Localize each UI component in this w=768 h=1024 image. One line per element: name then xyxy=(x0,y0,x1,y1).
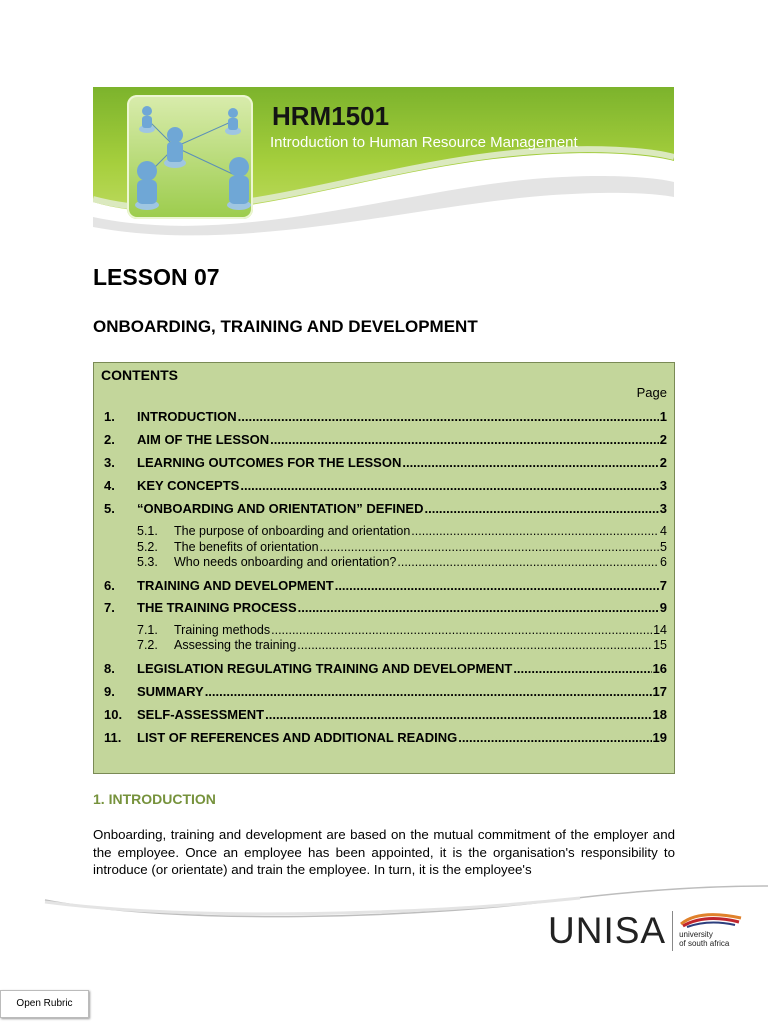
toc-leader xyxy=(397,555,659,569)
toc-entry[interactable] xyxy=(104,409,667,424)
toc-page: 15 xyxy=(653,638,667,652)
toc-leader xyxy=(205,684,652,699)
toc-title: Training methods xyxy=(174,623,271,637)
toc-page: 18 xyxy=(652,707,667,722)
toc-title: SUMMARY xyxy=(137,684,204,699)
toc-title: INTRODUCTION xyxy=(137,409,237,424)
toc-page: 2 xyxy=(659,455,667,470)
toc-number: 5.3. xyxy=(137,555,158,569)
toc-leader xyxy=(271,623,652,637)
toc-number: 8. xyxy=(104,661,115,676)
toc-page: 2 xyxy=(659,432,667,447)
toc-leader xyxy=(297,638,652,652)
toc-subentry[interactable] xyxy=(137,623,667,637)
toc-leader xyxy=(402,455,658,470)
contents-title: CONTENTS xyxy=(101,367,178,383)
toc-entry[interactable] xyxy=(104,600,667,615)
toc-number: 5.2. xyxy=(137,540,158,554)
toc-number: 4. xyxy=(104,478,115,493)
toc-entry[interactable] xyxy=(104,578,667,593)
toc-number: 5. xyxy=(104,501,115,516)
logo-divider xyxy=(672,911,673,951)
toc-entry[interactable] xyxy=(104,730,667,745)
toc-page: 1 xyxy=(659,409,667,424)
toc-title: “ONBOARDING AND ORIENTATION” DEFINED xyxy=(137,501,424,516)
toc-subentry[interactable] xyxy=(137,524,667,538)
tagline-line-1: university xyxy=(679,930,713,939)
toc-page: 17 xyxy=(652,684,667,699)
toc-title: TRAINING AND DEVELOPMENT xyxy=(137,578,334,593)
toc-leader xyxy=(270,432,659,447)
lesson-title: LESSON 07 xyxy=(93,264,220,290)
unisa-logo xyxy=(548,910,729,952)
toc-title: KEY CONCEPTS xyxy=(137,478,240,493)
toc-number: 7.1. xyxy=(137,623,158,637)
toc-leader xyxy=(424,501,658,516)
toc-number: 1. xyxy=(104,409,115,424)
toc-leader xyxy=(513,661,651,676)
toc-number: 3. xyxy=(104,455,115,470)
toc-page: 19 xyxy=(652,730,667,745)
table-of-contents xyxy=(93,362,675,774)
lesson-subtitle: ONBOARDING, TRAINING AND DEVELOPMENT xyxy=(93,317,478,336)
toc-number: 5.1. xyxy=(137,524,158,538)
toc-leader xyxy=(238,409,659,424)
toc-entry[interactable] xyxy=(104,501,667,516)
toc-page: 5 xyxy=(660,540,667,554)
toc-leader xyxy=(265,707,651,722)
introduction-paragraph: Onboarding, training and development are based on the mutual commitment of the employer and the employee. Once an employee has been appointed, it is the organisation's responsibility to introduce (or orientate) and train the employee. In turn, it is the employee's xyxy=(93,827,675,877)
toc-title: LIST OF REFERENCES AND ADDITIONAL READING xyxy=(137,730,458,745)
toc-page: 6 xyxy=(660,555,667,569)
open-rubric-button[interactable]: Open Rubric xyxy=(0,990,89,1018)
toc-subentry[interactable] xyxy=(137,540,667,554)
toc-entry[interactable] xyxy=(104,478,667,493)
toc-title: SELF-ASSESSMENT xyxy=(137,707,265,722)
toc-title: LEARNING OUTCOMES FOR THE LESSON xyxy=(137,455,402,470)
toc-subentry[interactable] xyxy=(137,638,667,652)
toc-leader xyxy=(411,524,659,538)
course-code: HRM1501 xyxy=(272,101,390,131)
toc-leader xyxy=(240,478,658,493)
toc-number: 2. xyxy=(104,432,115,447)
toc-title: The benefits of orientation xyxy=(174,540,319,554)
toc-page: 4 xyxy=(660,524,667,538)
course-banner xyxy=(93,87,674,258)
toc-number: 10. xyxy=(104,707,123,722)
toc-page: 3 xyxy=(659,478,667,493)
toc-entry[interactable] xyxy=(104,684,667,699)
toc-title: Assessing the training xyxy=(174,638,297,652)
toc-page: 7 xyxy=(659,578,667,593)
toc-number: 11. xyxy=(104,730,122,745)
toc-entry[interactable] xyxy=(104,707,667,722)
toc-leader xyxy=(458,730,651,745)
section-heading-introduction: 1. INTRODUCTION xyxy=(93,791,216,807)
toc-number: 7.2. xyxy=(137,638,158,652)
toc-page: 16 xyxy=(652,661,667,676)
toc-leader xyxy=(320,540,660,554)
toc-entry[interactable] xyxy=(104,455,667,470)
toc-page: 3 xyxy=(659,501,667,516)
toc-leader xyxy=(335,578,659,593)
toc-number: 6. xyxy=(104,578,115,593)
toc-number: 9. xyxy=(104,684,115,699)
toc-entry[interactable] xyxy=(104,432,667,447)
people-network-icon xyxy=(127,95,253,219)
toc-title: The purpose of onboarding and orientation xyxy=(174,524,411,538)
toc-subentry[interactable] xyxy=(137,555,667,569)
unisa-emblem-icon xyxy=(679,912,743,928)
course-name: Introduction to Human Resource Management xyxy=(270,134,578,151)
unisa-wordmark: UNISA xyxy=(548,910,667,951)
unisa-tagline xyxy=(679,914,729,948)
tagline-line-2: of south africa xyxy=(679,939,730,948)
contents-page-label: Page xyxy=(636,385,667,400)
toc-leader xyxy=(298,600,659,615)
toc-title: AIM OF THE LESSON xyxy=(137,432,270,447)
toc-entry[interactable] xyxy=(104,661,667,676)
toc-page: 9 xyxy=(659,600,667,615)
toc-title: Who needs onboarding and orientation? xyxy=(174,555,397,569)
toc-number: 7. xyxy=(104,600,115,615)
toc-page: 14 xyxy=(653,623,667,637)
toc-title: LEGISLATION REGULATING TRAINING AND DEVELOPMENT xyxy=(137,661,513,676)
toc-title: THE TRAINING PROCESS xyxy=(137,600,297,615)
